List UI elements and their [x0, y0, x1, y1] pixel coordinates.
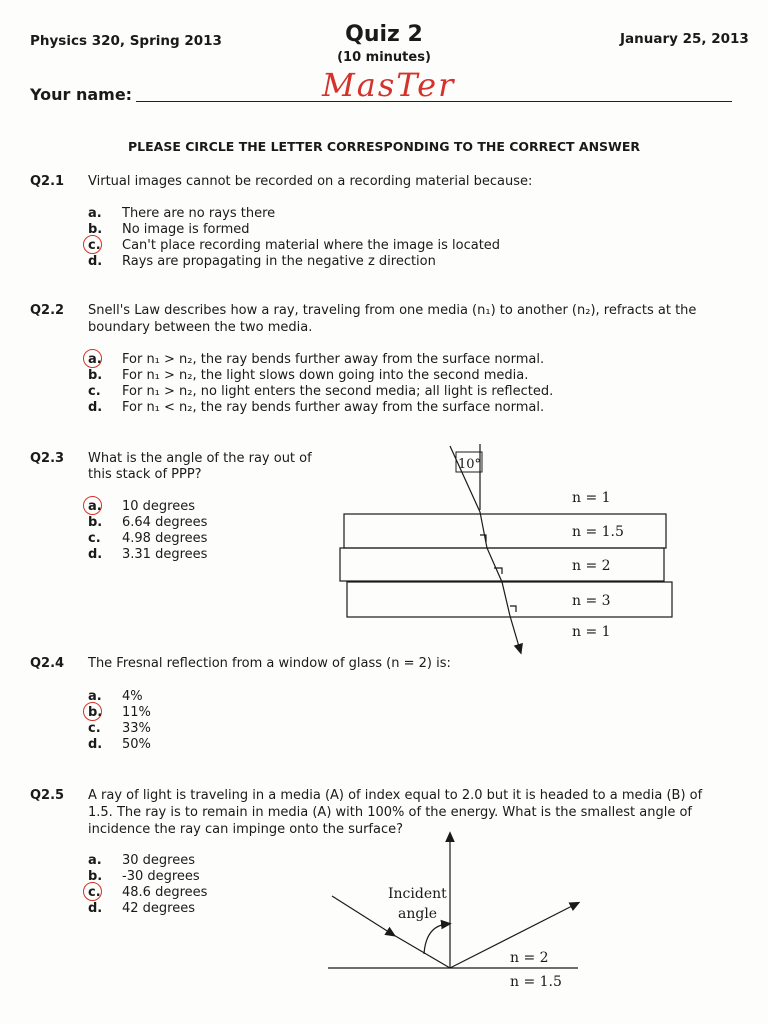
incident-angle-figure: [320, 828, 590, 998]
option-letter: d.: [88, 737, 103, 752]
option-letter: d.: [88, 547, 103, 562]
quiz-date: January 25, 2013: [620, 31, 749, 47]
angle-label: 10°: [458, 457, 482, 472]
option-text: 10 degrees: [122, 499, 196, 514]
question-number: Q2.4: [30, 656, 65, 671]
option-text: 4.98 degrees: [122, 531, 208, 546]
option-letter: a.: [88, 352, 102, 367]
quiz-title: Quiz 2: [345, 22, 423, 47]
handwritten-name: MasTer: [322, 66, 456, 104]
option-text: 4%: [122, 689, 143, 704]
name-label: Your name:: [30, 85, 133, 104]
option-text: 3.31 degrees: [122, 547, 208, 562]
option-text: There are no rays there: [122, 206, 276, 221]
option-text: 11%: [122, 705, 151, 720]
question-text: Snell's Law describes how a ray, traveling from one media (n₁) to another (n₂), refracts at the: [88, 303, 697, 318]
option-text: Rays are propagating in the negative z direction: [122, 254, 436, 269]
option-letter: b.: [88, 222, 103, 237]
option-text: For n₁ > n₂, no light enters the second media; all light is reflected.: [122, 384, 554, 399]
exit-ray-arrow: [510, 616, 520, 650]
option-text: 42 degrees: [122, 901, 196, 916]
option-text: 48.6 degrees: [122, 885, 208, 900]
option-text: For n₁ > n₂, the ray bends further away from the surface normal.: [122, 352, 545, 367]
question-text: A ray of light is traveling in a media (A) of index equal to 2.0 but it is headed to a media (B) of: [88, 788, 703, 803]
question-text: 1.5. The ray is to remain in media (A) with 100% of the energy. What is the smallest angle of: [88, 805, 693, 820]
incident-angle-label: Incident: [388, 886, 447, 902]
question-text: What is the angle of the ray out of: [88, 451, 312, 466]
plate-layer-2: [340, 548, 664, 581]
option-letter: b.: [88, 515, 103, 530]
incident-ray: [392, 934, 450, 968]
option-letter: a.: [88, 689, 102, 704]
question-text: this stack of PPP?: [88, 467, 202, 482]
angle-arc: [424, 924, 447, 954]
instructions: PLEASE CIRCLE THE LETTER CORRESPONDING TO THE CORRECT ANSWER: [127, 139, 640, 154]
layer-index-label: n = 2: [572, 558, 611, 574]
option-text: 6.64 degrees: [122, 515, 208, 530]
question-number: Q2.1: [30, 174, 65, 189]
incident-ray-arrow: [332, 896, 392, 934]
layer-index-label: n = 1.5: [572, 524, 624, 540]
option-letter: c.: [88, 238, 101, 253]
option-letter: c.: [88, 531, 101, 546]
layer-index-label: n = 1: [572, 490, 611, 506]
option-text: -30 degrees: [122, 869, 200, 884]
option-text: 50%: [122, 737, 151, 752]
question-number: Q2.3: [30, 451, 65, 466]
question-number: Q2.5: [30, 788, 65, 803]
option-text: 30 degrees: [122, 853, 196, 868]
course-label: Physics 320, Spring 2013: [30, 33, 222, 49]
option-text: For n₁ < n₂, the ray bends further away from the surface normal.: [122, 400, 545, 415]
option-letter: b.: [88, 869, 103, 884]
option-text: No image is formed: [122, 222, 250, 237]
option-letter: d.: [88, 254, 103, 269]
question-text: boundary between the two media.: [88, 320, 313, 335]
option-letter: b.: [88, 368, 103, 383]
option-letter: d.: [88, 901, 103, 916]
layer-index-label: n = 3: [572, 593, 611, 609]
option-letter: c.: [88, 384, 101, 399]
refraction-stack-figure: [330, 440, 680, 662]
question-text: incidence the ray can impinge onto the surface?: [88, 822, 404, 837]
incident-angle-label: angle: [398, 906, 438, 922]
option-text: Can't place recording material where the image is located: [122, 238, 501, 253]
option-letter: a.: [88, 499, 102, 514]
option-letter: a.: [88, 206, 102, 221]
option-text: For n₁ > n₂, the light slows down going into the second media.: [122, 368, 529, 383]
index-label-top: n = 2: [510, 950, 549, 966]
question-number: Q2.2: [30, 303, 65, 318]
option-text: 33%: [122, 721, 151, 736]
layer-index-label: n = 1: [572, 624, 611, 640]
index-label-bottom: n = 1.5: [510, 974, 562, 990]
option-letter: d.: [88, 400, 103, 415]
option-letter: c.: [88, 885, 101, 900]
angle-tick: [510, 606, 516, 612]
quiz-duration: (10 minutes): [337, 50, 431, 65]
option-letter: c.: [88, 721, 101, 736]
question-text: Virtual images cannot be recorded on a recording material because:: [88, 174, 533, 189]
option-letter: a.: [88, 853, 102, 868]
option-letter: b.: [88, 705, 103, 720]
question-text: The Fresnal reflection from a window of glass (n = 2) is:: [88, 656, 451, 671]
